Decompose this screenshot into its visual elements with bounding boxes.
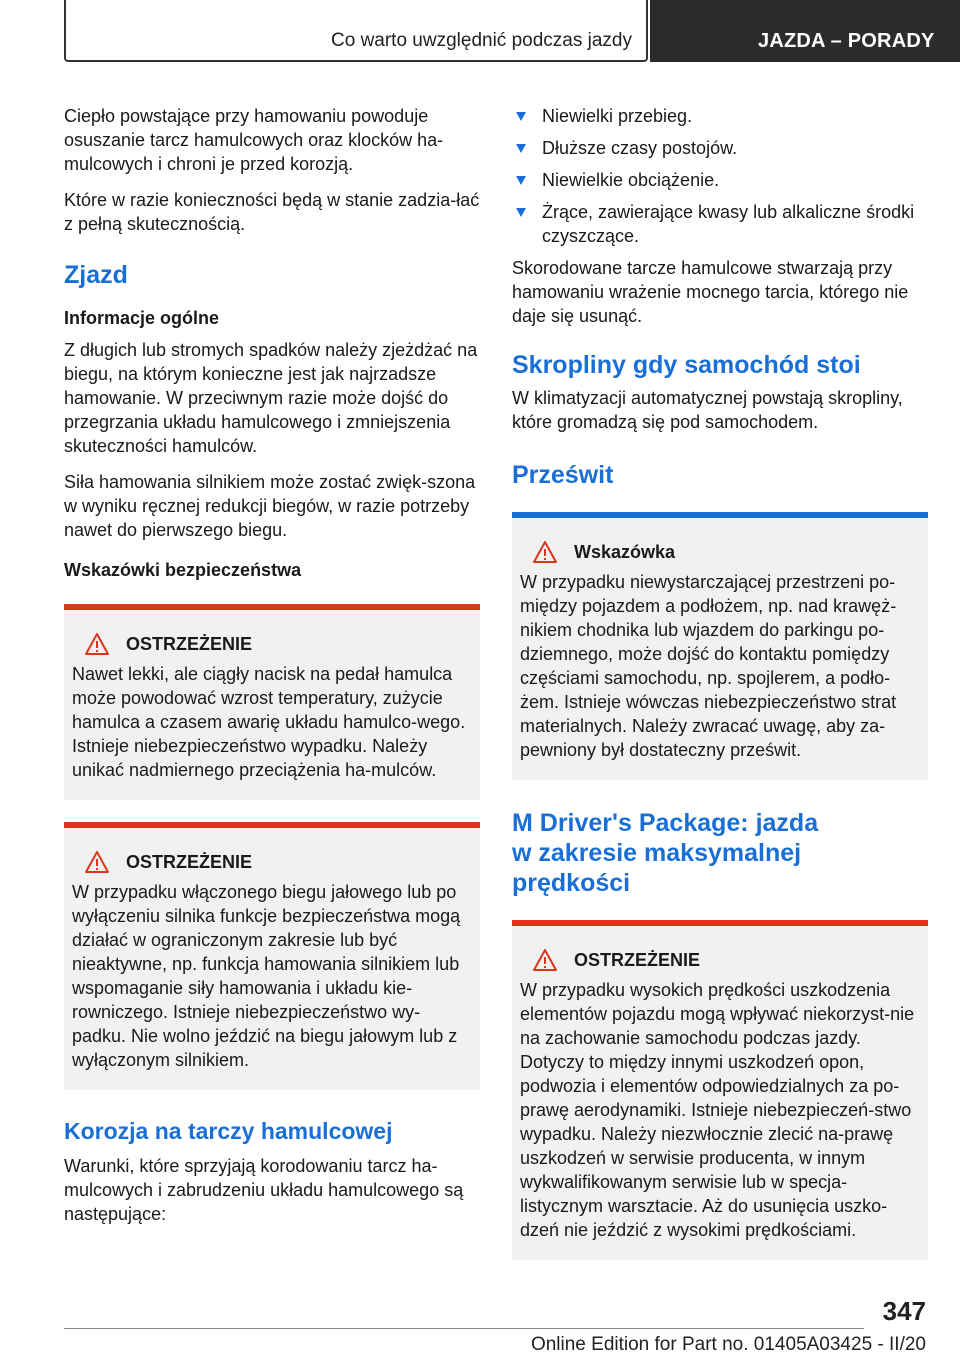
warning-label: OSTRZEŻENIE [126, 634, 253, 654]
header-subtitle: Co warto uwzględnić podczas jazdy [331, 30, 632, 51]
paragraph: Ciepło powstające przy hamowaniu powoduje osuszanie tarcz hamulcowych oraz klocków ha‐mulcowych i chroni je przed korozją. [64, 106, 444, 174]
paragraph: Z długich lub stromych spadków należy zjeżdżać na biegu, na którym konieczne jest jak najrzadsze hamowanie. W przeciwnym razie może dojść do przegrzania układu hamulcowego i zmniejszenia skuteczności hamulców. [64, 340, 478, 456]
paragraph: Warunki, które sprzyjają korodowaniu tarcz ha‐mulcowych i zabrudzeniu układu hamulcowego są następujące: [64, 1156, 464, 1224]
page-header [0, 0, 960, 66]
warning-text: Nawet lekki, ale ciągły nacisk na pedał hamulca może powodować wzrost temperatury, zużycie hamulca a czasem awarię układu hamulco‐wego. Istnieje niebezpieczeństwo wypadku. Należy unikać nadmiernego przeciążenia ha‐mulców. [72, 664, 466, 780]
left-column [64, 104, 480, 1238]
paragraph: W klimatyzacji automatycznej powstają skropliny, które gromadzą się pod samochodem. [512, 388, 903, 432]
list-item: Niewielkie obciążenie. [512, 168, 928, 192]
list-item: Żrące, zawierające kwasy lub alkaliczne środki czyszczące. [512, 200, 928, 248]
paragraph: Siła hamowania silnikiem może zostać zwięk‐szona w wyniku ręcznej redukcji biegów, w razie potrzeby nawet do pierwszego biegu. [64, 472, 476, 540]
warning-text: W przypadku wysokich prędkości uszkodzenia elementów pojazdu mogą wpływać niekorzyst‐nie na zachowanie samochodu podczas jazdy. Dotyczy to między innymi uszkodzeń opon, podwozia i elementów odpowiedzialnych za po‐prawę aerodynamiki. Istnieje niebezpieczeń‐stwo wypadku. Należy niezwłocznie zlecić na‐prawę uszkodzeń w serwisie producenta, w innym wykwalifikowanym serwisie lub w specja‐listycznym warsztacie. Aż do usunięcia uszko‐dzeń nie jeździć z wysokimi prędkościami. [520, 980, 915, 1240]
warning-box [64, 822, 480, 1090]
section-heading-zjazd: Zjazd [64, 261, 128, 289]
bullet-list [512, 104, 928, 248]
subheading-safety: Wskazówki bezpieczeństwa [64, 560, 302, 580]
warning-title [72, 850, 470, 874]
bullet-triangle-icon [516, 112, 526, 121]
warning-triangle-icon [84, 632, 110, 656]
section-heading-korozja: Korozja na tarczy hamulcowej [64, 1118, 393, 1144]
header-subtitle-box [64, 0, 648, 62]
bullet-triangle-icon [516, 144, 526, 153]
right-column [512, 104, 928, 1282]
warning-title [72, 632, 470, 656]
warning-title [520, 948, 918, 972]
footer-edition: Online Edition for Part no. 01405A03425 - II/20 [530, 1334, 926, 1355]
page-number: 347 [882, 1296, 926, 1326]
footer-divider [64, 1328, 864, 1329]
section-heading-przeswit: Prześwit [512, 461, 614, 489]
paragraph: Które w razie konieczności będą w stanie zadzia‐łać z pełną skutecznością. [64, 190, 480, 234]
warning-label: OSTRZEŻENIE [574, 950, 701, 970]
paragraph: Skorodowane tarcze hamulcowe stwarzają przy hamowaniu wrażenie mocnego tarcia, którego nie daje się usunąć. [512, 258, 909, 326]
note-box [512, 512, 928, 780]
warning-box [512, 920, 928, 1260]
warning-text: W przypadku włączonego biegu jałowego lub po wyłączeniu silnika funkcje bezpieczeństwa mogą działać w ograniczonym zakresie lub być nieaktywne, np. funkcja hamowania silnikiem lub wspomaganie siły hamowania i układu kie‐rowniczego. Istnieje niebezpieczeństwo wy‐padku. Nie wolno jeździć na biegu jałowym lub z wyłączonym silnikiem. [72, 882, 461, 1070]
note-triangle-icon [532, 540, 558, 564]
chapter-tab: JAZDA – PORADY [650, 0, 960, 62]
warning-label: OSTRZEŻENIE [126, 852, 253, 872]
warning-triangle-icon [84, 850, 110, 874]
list-item: Dłuższe czasy postojów. [512, 136, 928, 160]
note-text: W przypadku niewystarczającej przestrzeni po‐między pojazdem a podłożem, np. nad krawęż‐nikiem chodnika lub wjazdem do parkingu po‐dziemnego, może dojść do kontaktu pomiędzy częściami samochodu, np. spojlerem, a podło‐żem. Istnieje wówczas niebezpieczeństwo strat materialnych. Należy zwracać uwagę, aby za‐pewniony był dostateczny prześwit. [520, 572, 897, 760]
bullet-triangle-icon [516, 208, 526, 217]
section-heading-skropliny: Skropliny gdy samochód stoi [512, 351, 861, 379]
note-label: Wskazówka [574, 542, 676, 562]
bullet-triangle-icon [516, 176, 526, 185]
section-heading-m-drivers-package: M Driver's Package: jazda w zakresie maksymalnej prędkości [512, 809, 819, 897]
subheading-general-info: Informacje ogólne [64, 308, 220, 328]
warning-box [64, 604, 480, 800]
warning-triangle-icon [532, 948, 558, 972]
note-title [520, 540, 918, 564]
list-item: Niewielki przebieg. [512, 104, 928, 128]
